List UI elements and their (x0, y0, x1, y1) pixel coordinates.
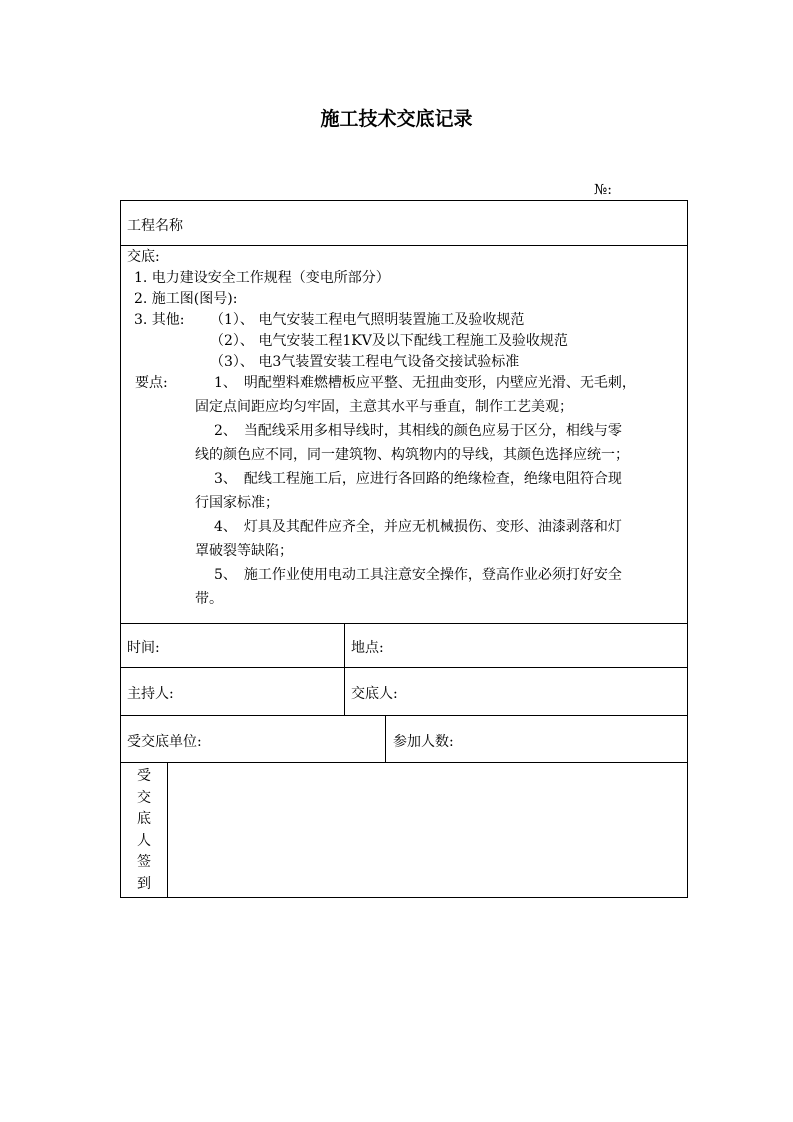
table-border (120, 897, 688, 898)
table-border (120, 200, 688, 201)
standard-item: （1）、 电气安装工程电气照明装置施工及验收规范 (210, 312, 525, 328)
sign-char: 交 (137, 789, 151, 806)
sign-char: 人 (137, 832, 151, 849)
handover-item: 1. 电力建设安全工作规程（变电所部分） (134, 270, 390, 286)
row-divider (120, 715, 688, 716)
handover-label: 交底: (127, 249, 160, 265)
key-point-line: 固定点间距应均匀牢固，主意其水平与垂直，制作工艺美观； (195, 399, 573, 415)
table-border (687, 200, 688, 898)
handover-item: 3. 其他: (134, 312, 185, 328)
page-title: 施工技术交底记录 (320, 108, 473, 130)
key-point-line: 1、 明配塑料难燃槽板应平整、无扭曲变形，内壁应光滑、无毛刺， (214, 375, 636, 391)
project-name-label: 工程名称 (127, 218, 183, 234)
time-label: 时间: (127, 640, 160, 656)
row-divider (120, 623, 688, 624)
key-point-line: 罩破裂等缺陷； (195, 543, 293, 559)
key-point-line: 带。 (195, 591, 223, 607)
col-divider (385, 715, 386, 762)
standard-item: （3）、 电3气装置安装工程电气设备交接试验标准 (210, 354, 520, 370)
key-point-line: 2、 当配线采用多相导线时，其相线的颜色应易于区分，相线与零 (200, 423, 622, 439)
row-divider (120, 667, 688, 668)
row-divider (120, 762, 688, 763)
key-point-line: 线的颜色应不同，同一建筑物、构筑物内的导线，其颜色选择应统一； (195, 447, 629, 463)
key-points-label: 要点: (135, 375, 168, 391)
unit-label: 受交底单位: (127, 734, 202, 750)
key-point-line: 行国家标准； (195, 495, 279, 511)
sign-char: 受 (137, 768, 151, 784)
attendees-label: 参加人数: (393, 734, 454, 750)
sign-char: 签 (137, 854, 151, 870)
number-label: №: (594, 182, 612, 198)
handover-item: 2. 施工图(图号): (134, 291, 238, 307)
place-label: 地点: (351, 640, 384, 656)
table-border (120, 200, 121, 898)
col-divider (167, 762, 168, 897)
key-point-line: 5、 施工作业使用电动工具注意安全操作，登高作业必须打好安全 (200, 567, 622, 583)
col-divider (344, 623, 345, 715)
host-label: 主持人: (127, 686, 174, 702)
sign-label (137, 766, 151, 895)
row-divider (120, 245, 688, 246)
sign-char: 到 (137, 875, 151, 892)
presenter-label: 交底人: (351, 686, 398, 702)
sign-char: 底 (137, 811, 151, 827)
key-point-line: 3、 配线工程施工后，应进行各回路的绝缘检查，绝缘电阻符合现 (200, 471, 622, 487)
standard-item: （2）、 电气安装工程1KV及以下配线工程施工及验收规范 (210, 333, 568, 349)
key-point-line: 4、 灯具及其配件应齐全，并应无机械损伤、变形、油漆剥落和灯 (200, 519, 622, 535)
